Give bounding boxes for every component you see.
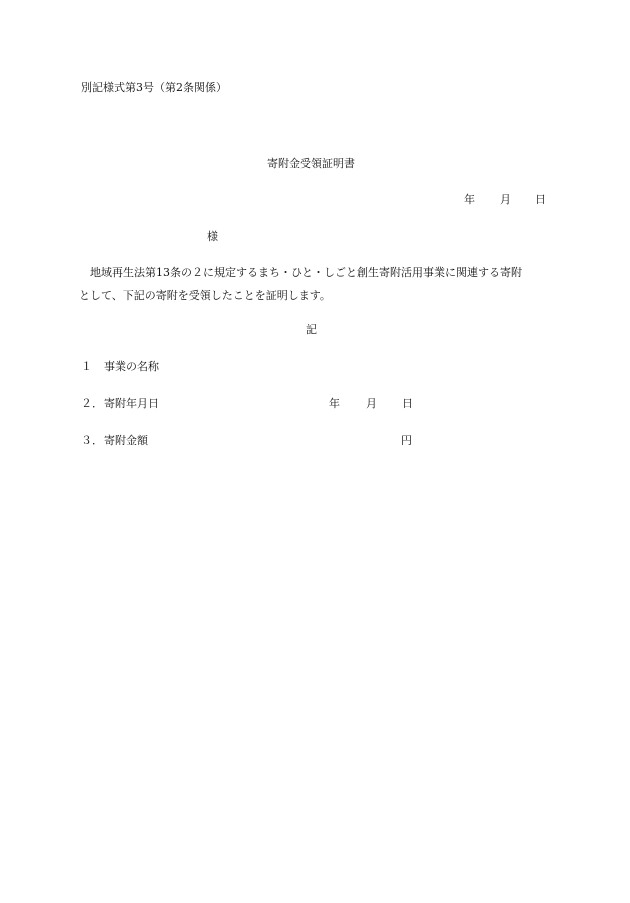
item-1-number: １ — [81, 360, 92, 373]
form-number: 別記様式第3号（第2条関係） — [81, 81, 227, 94]
body-text-line-2: として、下記の寄附を受領したことを証明します。 — [79, 289, 331, 302]
body-text-line-1: 地域再生法第13条の２に規定するまち・ひと・しごと創生寄附活用事業に関連する寄附 — [90, 266, 522, 279]
item-1-label: 事業の名称 — [104, 360, 159, 373]
recipient-honorific: 様 — [207, 230, 218, 243]
item-2-day-label: 日 — [402, 397, 413, 410]
item-2-month-label: 月 — [366, 397, 377, 410]
date-month-label: 月 — [500, 193, 511, 206]
item-2-label: 寄附年月日 — [104, 397, 159, 410]
document-title: 寄附金受領証明書 — [267, 157, 355, 170]
ki-heading: 記 — [306, 323, 317, 336]
item-2-year-label: 年 — [329, 397, 340, 410]
date-day-label: 日 — [535, 193, 546, 206]
item-3-yen-unit: 円 — [401, 434, 412, 447]
date-year-label: 年 — [464, 193, 475, 206]
item-3-number: ３． — [81, 434, 103, 447]
item-2-number: ２． — [81, 397, 103, 410]
item-3-label: 寄附金額 — [104, 434, 148, 447]
